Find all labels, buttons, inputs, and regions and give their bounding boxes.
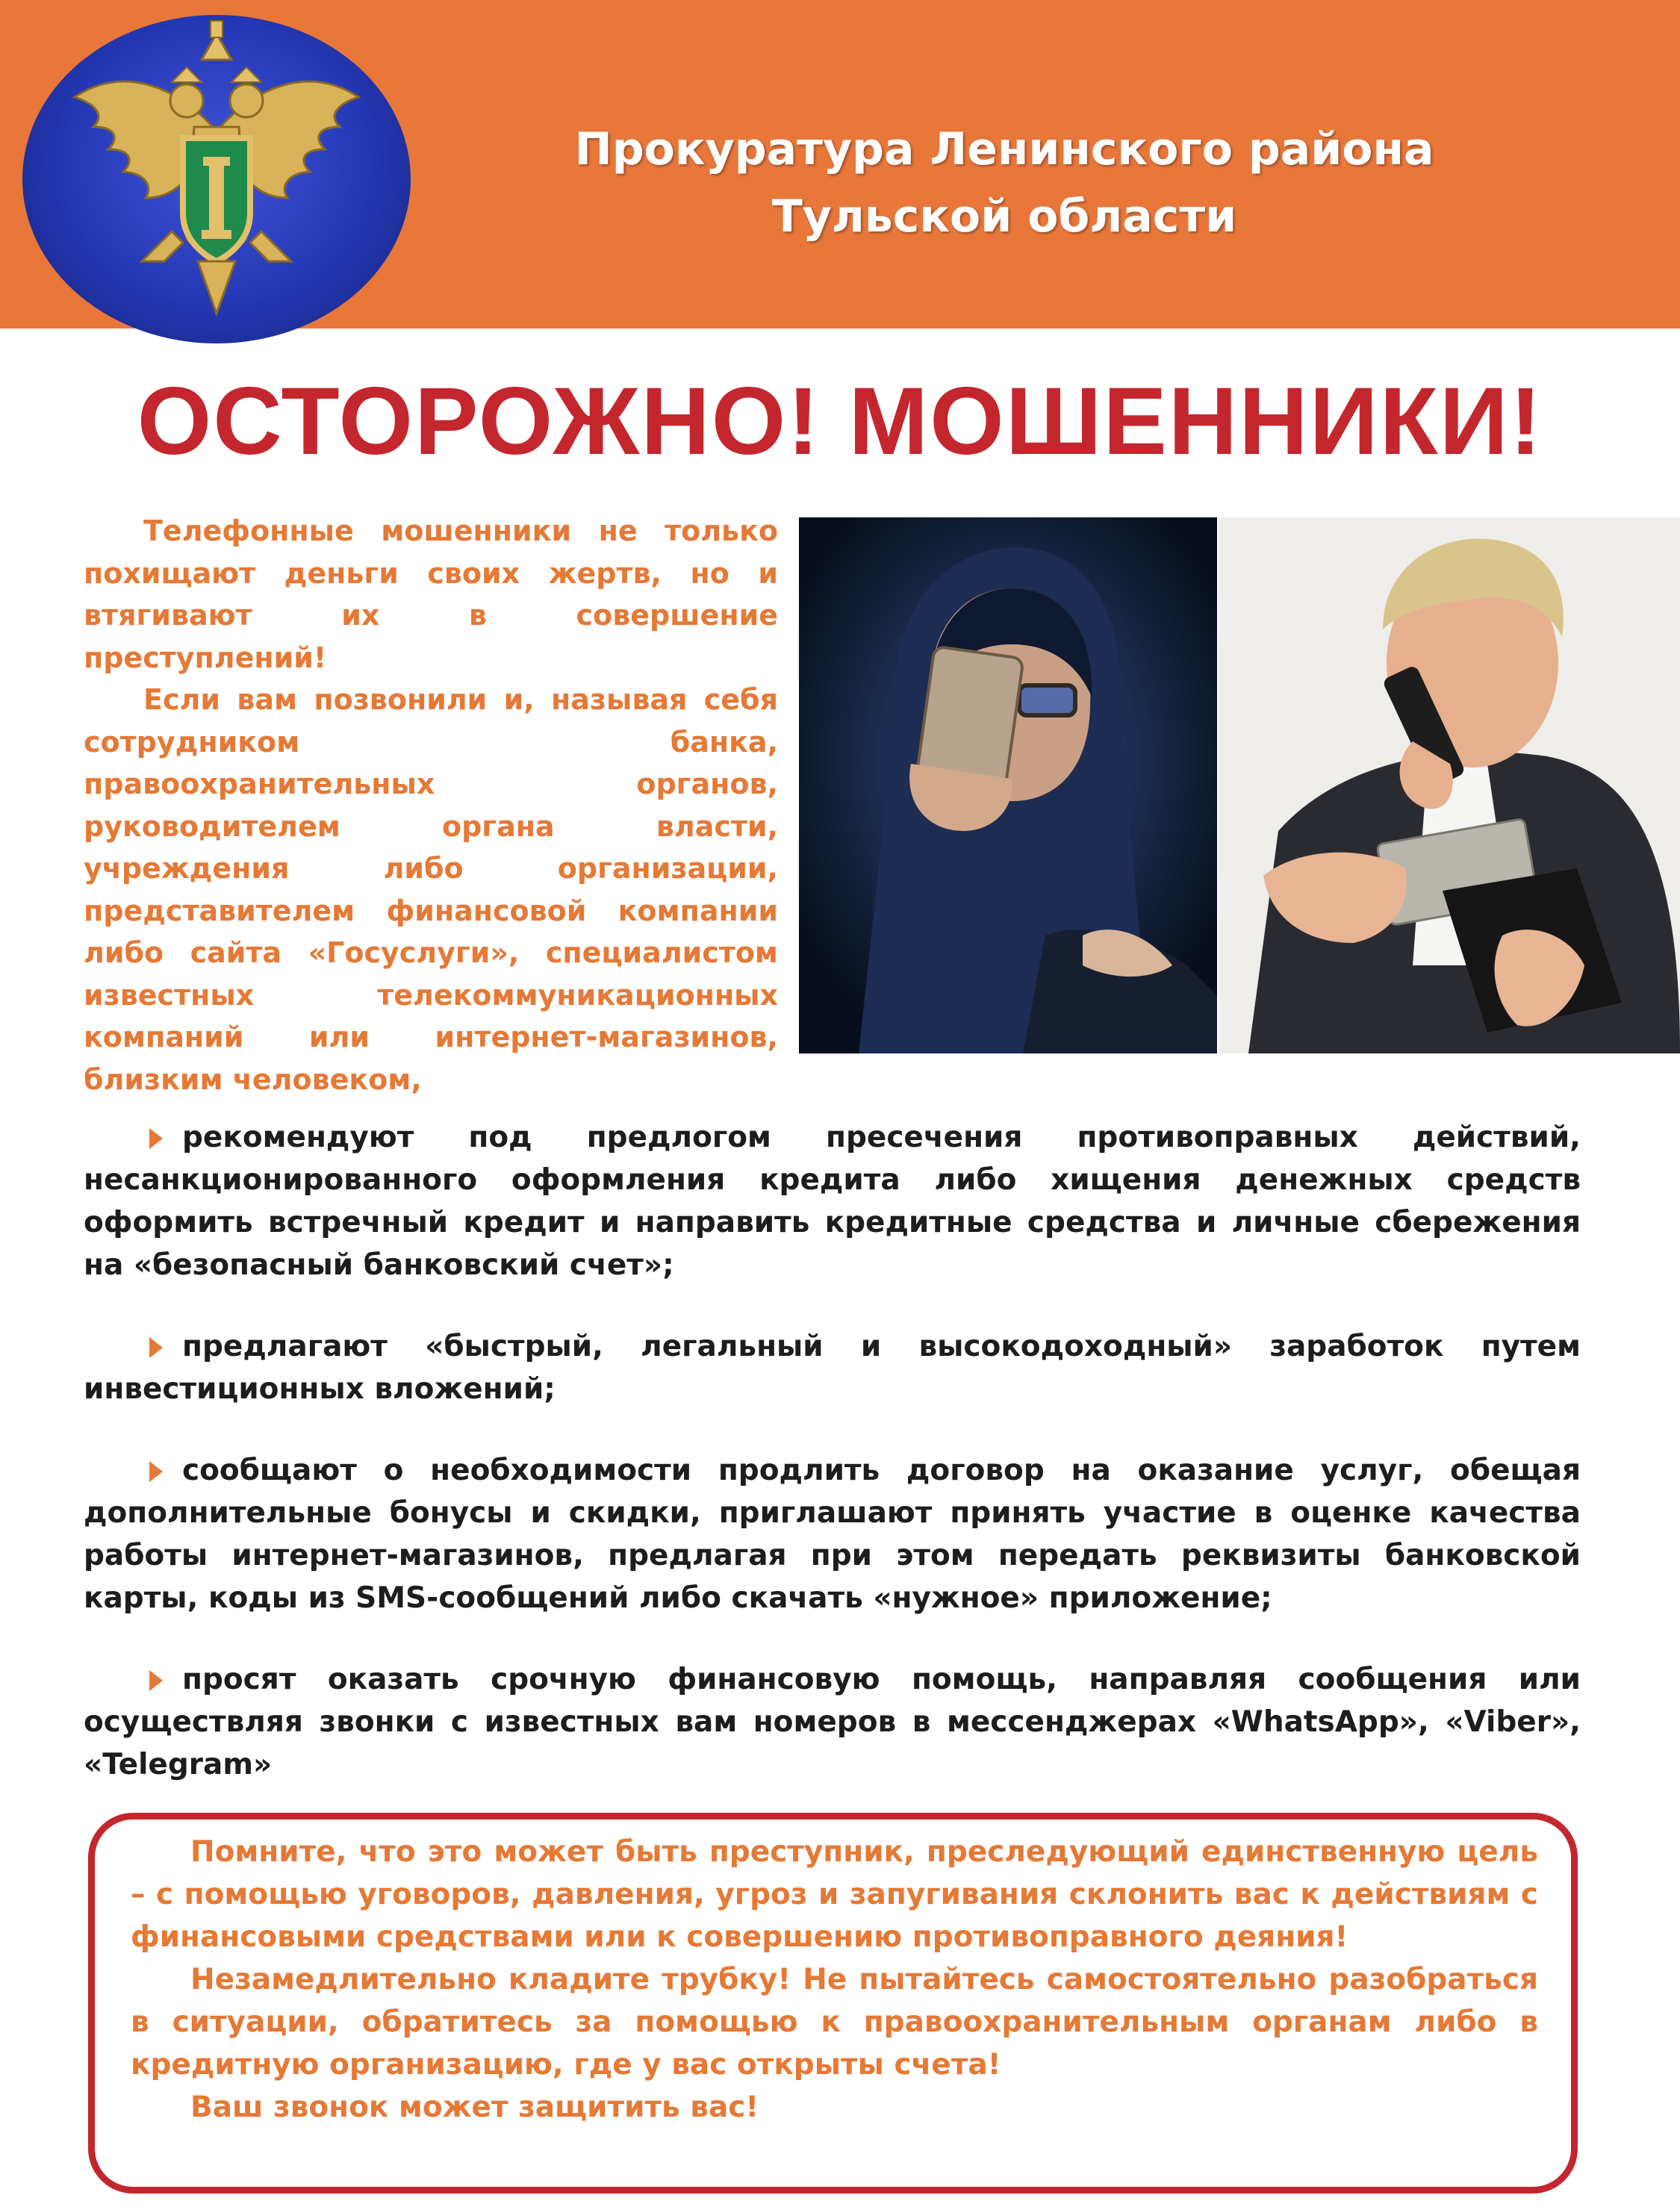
man-with-card-photo	[1219, 517, 1680, 1053]
hooded-hacker-photo	[799, 517, 1217, 1053]
intro-paragraph: Телефонные мошенники не только похищают деньги своих жертв, но и втягивают их в совершение преступлений!	[84, 514, 778, 674]
bullet-arrow-icon	[149, 1128, 163, 1149]
warning-paragraph: Помните, что это может быть преступник, преследующий единственную цель – с помощью уговоров, давления, угроз и запугивания склонить вас к действиям с финансовыми средствами или к совершению противоправного деяния!	[131, 1835, 1538, 1954]
prosecutor-emblem-icon	[22, 15, 411, 343]
bullet-arrow-icon	[149, 1670, 163, 1691]
list-item: сообщают о необходимости продлить договор на оказание услуг, обещая дополнительные бонусы и скидки, приглашают принять участие в оценке качества работы интернет-магазинов, предлагая при этом передать реквизиты банковской карты, коды из SMS-сообщений либо скачать «нужное» приложение;	[84, 1454, 1581, 1615]
intro-text	[84, 510, 778, 1101]
fraud-schemes-list	[84, 1116, 1581, 1825]
list-item: рекомендуют под предлогом пресечения противоправных действий, несанкционированного оформления кредита либо хищения денежных средств оформить встречный кредит и направить кредитные средства и личные сбережения на «безопасный банковский счет»;	[84, 1121, 1581, 1282]
bullet-arrow-icon	[149, 1337, 163, 1358]
warning-text	[131, 1831, 1538, 2129]
organization-name: Прокуратура Ленинского района Тульской области	[574, 123, 1434, 243]
page-headline: ОСТОРОЖНО! МОШЕННИКИ!	[137, 368, 1543, 475]
warning-paragraph: Незамедлительно кладите трубку! Не пытайтесь самостоятельно разобраться в ситуации, обратитесь за помощью к правоохранительным органам либо в кредитную организацию, где у вас открыты счета!	[131, 1963, 1538, 2082]
intro-paragraph: Если вам позвонили и, называя себя сотрудником банка, правоохранительных органов, руководителем органа власти, учреждения либо организации, представителем финансовой компании либо сайта «Госуслуги», специалистом известных телекоммуникационных компаний или интернет-магазинов, близким человеком,	[84, 683, 778, 1096]
list-item: просят оказать срочную финансовую помощь, направляя сообщения или осуществляя звонки с известных вам номеров в мессенджерах «WhatsApp», «Viber», «Telegram»	[84, 1663, 1581, 1781]
list-item: предлагают «быстрый, легальный и высокодоходный» заработок путем инвестиционных вложений;	[84, 1330, 1581, 1406]
bullet-arrow-icon	[149, 1461, 163, 1482]
warning-paragraph: Ваш звонок может защитить вас!	[190, 2091, 759, 2124]
